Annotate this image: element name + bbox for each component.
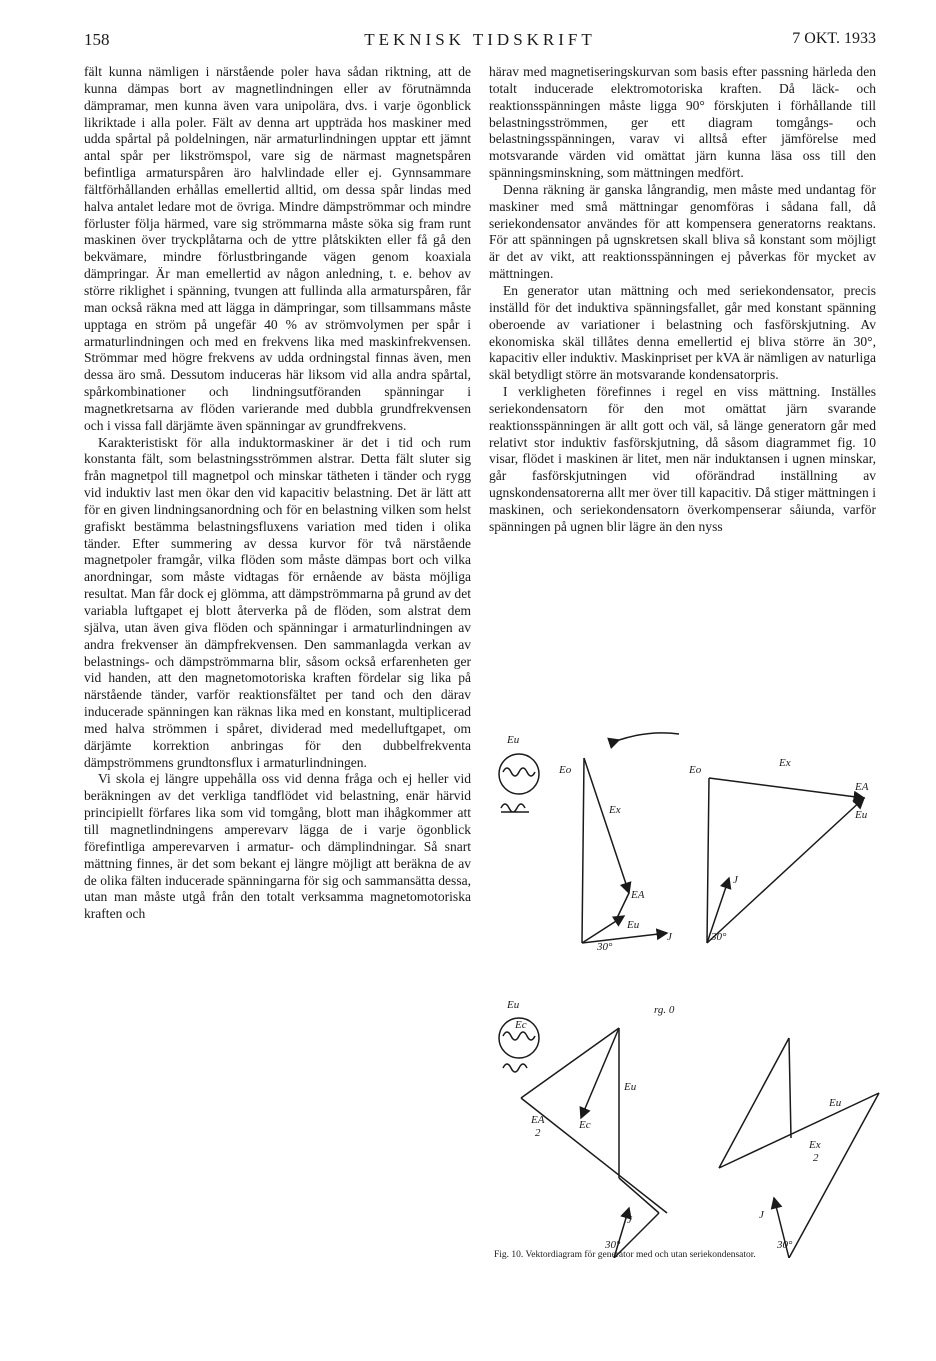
vector-ex: [584, 758, 629, 893]
vector-eu: [789, 1038, 791, 1138]
label-ea: EA: [631, 889, 645, 901]
label-eu: Eu: [829, 1097, 842, 1109]
label-ec: Ec: [579, 1119, 591, 1131]
vector-diagram-figure: [489, 718, 889, 1258]
label-angle: 30°: [711, 931, 727, 943]
vector-eu: [707, 798, 864, 943]
vector-eo: [707, 778, 709, 943]
label-angle: 30°: [605, 1239, 621, 1251]
vector-ex-half: [719, 1093, 879, 1168]
figure-mark: rg. 0: [654, 1004, 675, 1016]
vector-eq-half: [719, 1038, 789, 1168]
page-number: 158: [84, 30, 110, 49]
label-angle: 30°: [597, 941, 613, 953]
label-eu: Eu: [507, 999, 520, 1011]
label-ea-half: EA: [531, 1114, 545, 1126]
vector-diagram: [489, 718, 889, 1258]
label-eu: Eu: [627, 919, 640, 931]
label-ex-half: Ex: [809, 1139, 821, 1151]
paragraph: Vi skola ej längre uppehålla oss vid denna fråga och ej heller vid beräkningen av det verkliga tandflödet vid belastning, enär härvid principiellt förfares lika som vid tomgång, blott man ihågkommer att till magnetlindningens amperevarv lägga de i varje ögonblick förefintliga amperevarven i armatur- och dämplindningar. Så snart mättning finnes, är det som bekant ej längre möjligt att beräkna de av de olika fälten inducerade spänningarna för sig och sammansätta dessa, utan man måste utgå från den totalt verksamma magnetomotoriska kraften och: [84, 771, 471, 922]
rotation-arrow: [619, 733, 679, 740]
figure-caption: Fig. 10. Vektordiagram för generator med och utan seriekondensator.: [494, 1250, 756, 1260]
issue-date: 7 OKT. 1933: [792, 30, 876, 47]
paragraph: I verkligheten förefinnes i regel en viss mättning. Inställes seriekondensatorn för den mot omättat järn svarande reaktionsspänningen är allt gott och väl, så länge generatorn går med relativt stor induktiv fasförskjutning, då såsom diagrammet fig. 10 visar, flödet i maskinen är litet, men när induktansen i ugnen minskar, går fasförskjutningen vid oförändrad inställning av ugnskondensatorerna allt mer över till kapacitiv. Då stiger mättningen i maskinen, och seriekondensatorn överkompenserar såiunda, varför spänningen på ugnen blir lägre än den nyss: [489, 384, 876, 534]
paragraph: fält kunna nämligen i närstående poler hava sådan riktning, att de kunna dämpas bort av magnetlindningen eller av förutnämnda dämpramar, men kunna även vara unipolära, dvs. i varje ögonblick likriktade i alla poler. Fält av denna art uppträda hos maskiner med udda spårtal på poldelningen, när armaturlindningen upptar ett jämnt antal spår per likströmspol, vare sig de närmast magnetspåren befintliga armaturspåren äro halvlindade eller ej. Gynnsammare fältförhållanden erhållas emellertid alltid, om dessa spår lindas med halva antalet ledare mot de övriga. Mindre dämpströmmar och mindre förluster följa härmed, vare sig strömmarna måste söka sig fram runt maskinen över tryckplåtarna och de yttre plåtskikten eller få gå den bekvämare, mindre förlustbringande vägen genom koaxiala dämpringar. Är man emellertid av någon anledning, t. e. behov av större riklighet i spänning, tvungen att fullinda alla armaturspåren, får man också räkna med att lägga in dämpringar, som tillsammans måste upptaga en ström på ungefär 40 % av strömvolymen per spår i armaturlindningen och med en frekvens lika med maskinfrekvensen. Strömmar med högre frekvens av udda ordningstal finnas även, men dessa äro små. Dessutom induceras här liksom vid alla andra spårtal, spårkombinationer och lindningsutföranden spänningar i magnetkretsarna av flöden varierande med dubbla grundfrekvensen och i vissa fall därjämte även spänningar av grundfrekvens.: [84, 64, 471, 433]
label-half: 2: [535, 1127, 541, 1139]
right-column: [489, 64, 876, 536]
paragraph: En generator utan mättning och med seriekondensator, precis inställd för det induktiva spänningsfallet, går med konstant spänning oberoende av variationer i belastning och fasförskjutning. Av ekonomiska skäl tillåtes denna emellertid ej bliva större än 30°, kapacitiv eller induktiv. Maskinpriset per kVA är nämligen av naturliga skäl betydligt större än motsvarande kondensatorpris.: [489, 282, 876, 383]
paragraph: Karakteristiskt för alla induktormaskiner är det i tid och rum konstanta fält, som belastningsströmmen alstrar. Detta fält sluter sig från magnetpol till magnetpol och minskar tätheten i tänder och rygg vid induktiv last men ökar den vid kapacitiv belastning. Det är lätt att för en given lindningsanordning och för en belastning vilken som helst grafiskt bestämma belastningsfluxens variation med tiden i olika tänder. Efter summering av dessa kurvor för två närstående magnetpoler framgår, vilka flöden som måste dämpas bort och vilka anordningar, som måste vidtagas för ernående av bästa möjliga resultat. Man får dock ej glömma, att dämpströmmarna på grund av det variabla luftgapet ej blott återverka på de flöden, som alstrat dem själva, utan även giva flöden och spänningar i armaturlindningen av andra frekvenser än dämpfrekvensen. Den sammanlagda verkan av belastnings- och dämpströmmarna blir, såsom också erfarenheten ger vid handen, att den magnetomotoriska kraften fördelar sig lika på närstående tänder, varför reaktionsfältet per tand och den därav inducerade spänningen kan räknas lika med en konstant, multiplicerad med halva strömmen i spåret, dividerad med medelluftgapet, om därjämte korrektion anbringas för den dubbelfrekventa dämpströmmens grundtonsflux i armaturlindningen.: [84, 434, 471, 770]
vector-eo: [582, 758, 584, 943]
label-eo: Eo: [689, 764, 702, 776]
label-j: J: [733, 874, 738, 886]
label-ec: Ec: [515, 1019, 527, 1031]
vector-ea: [617, 893, 629, 918]
vector-ea-half: [789, 1093, 879, 1258]
label-half: 2: [813, 1152, 819, 1164]
vector-ec: [619, 1178, 659, 1213]
label-ea: EA: [855, 781, 869, 793]
winding-symbol: [503, 768, 535, 776]
label-eo: Eo: [559, 764, 572, 776]
paragraph: Denna räkning är ganska långrandig, men måste med undantag för maskiner med små mättningar genomföras i sådana fall, då seriekondensator användes för att kompensera generatorns reaktans. För att spänningen på ugnskretsen skall bliva så konstant som möjligt är det av vikt, att reaktionsspänningen ej påverkas för mycket av mättningen.: [489, 181, 876, 282]
label-eu: Eu: [624, 1081, 637, 1093]
label-ex: Ex: [609, 804, 621, 816]
label-j: J: [667, 931, 672, 943]
label-eu: Eu: [855, 809, 868, 821]
winding-symbol: [503, 1032, 535, 1040]
label-j: J: [759, 1209, 764, 1221]
winding-symbol: [503, 1064, 527, 1072]
journal-title: TEKNISK TIDSKRIFT: [364, 30, 596, 49]
label-angle: 30°: [777, 1239, 793, 1251]
label-ex: Ex: [779, 757, 791, 769]
label-eu: Eu: [507, 734, 520, 746]
vector-ex: [709, 778, 864, 798]
winding-symbol: [501, 804, 529, 812]
label-j: J: [627, 1214, 632, 1226]
page-header: [84, 30, 876, 58]
paragraph: härav med magnetiseringskurvan som basis efter passning härleda den totalt inducerade elektromotoriska kraften. Då läck- och reaktionsspänningen måste ligga 90° förskjuten i förhållande till belastningsströmmen, ger ett diagram tomgångs- och belastningsspänningen, varav vi alltså efter jämförelse med motsvarande värden vid omättat järn kunna läsa oss till den spänningsminskning, som mättningen medfört.: [489, 64, 876, 181]
left-column: [84, 64, 471, 923]
